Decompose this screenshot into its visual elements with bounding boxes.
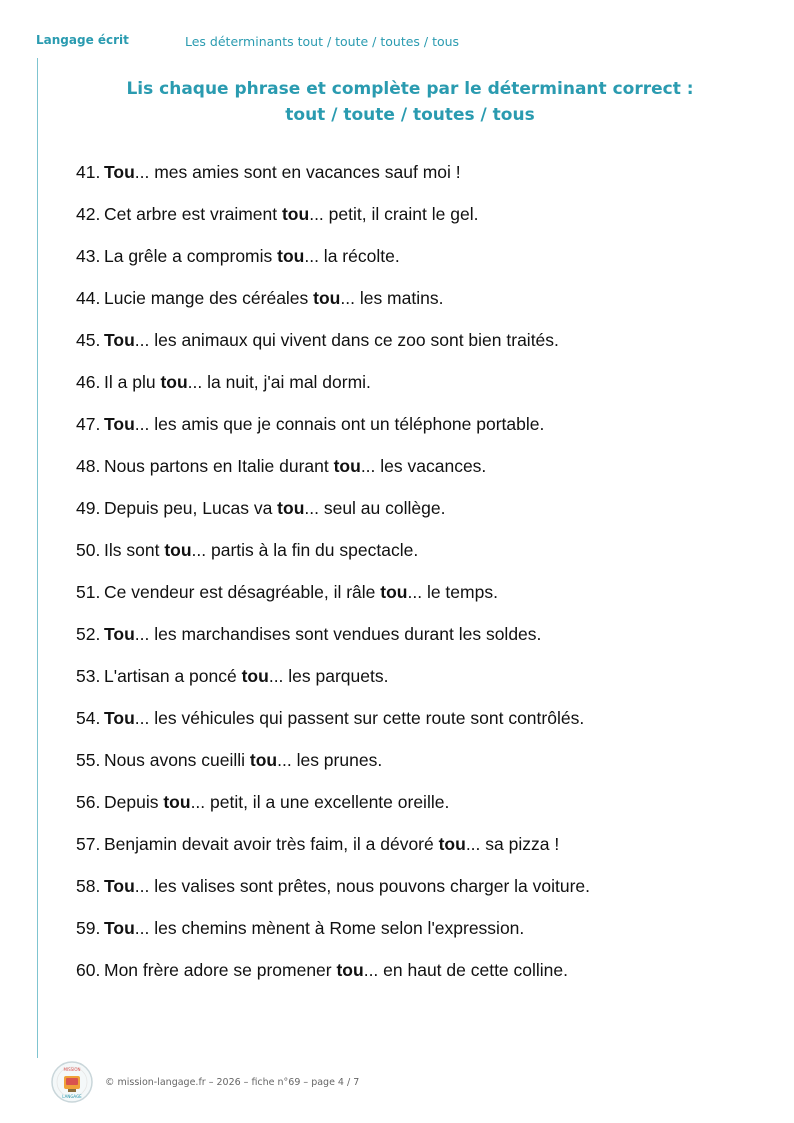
exercise-text-before: Nous avons cueilli <box>104 750 250 770</box>
exercise-text-before: Depuis <box>104 792 164 812</box>
exercise-item <box>76 202 590 244</box>
exercise-number: 60. <box>76 960 101 980</box>
exercise-number: 41. <box>76 162 101 182</box>
exercise-text-before: L'artisan a poncé <box>104 666 242 686</box>
exercise-blank-word: tou <box>241 666 269 686</box>
exercise-blank-word: tou <box>163 792 191 812</box>
footer-text: © mission-langage.fr – 2026 – fiche n°69 – page 4 / 7 <box>105 1077 360 1088</box>
exercise-blank-word: tou <box>313 288 341 308</box>
header-category: Langage écrit <box>36 33 129 47</box>
exercise-text-before: Il a plu <box>104 372 161 392</box>
exercise-text-after: ... les animaux qui vivent dans ce zoo sont bien traités. <box>134 330 559 350</box>
exercise-text-after: ... les marchandises sont vendues durant les soldes. <box>134 624 542 644</box>
exercise-item <box>76 832 590 874</box>
exercise-item <box>76 328 590 370</box>
exercise-blank-word: tou <box>277 498 305 518</box>
exercise-text-after: ... partis à la fin du spectacle. <box>191 540 419 560</box>
exercise-number: 45. <box>76 330 101 350</box>
exercise-text-after: ... les amis que je connais ont un téléphone portable. <box>134 414 545 434</box>
exercise-number: 46. <box>76 372 101 392</box>
exercise-text-after: ... les véhicules qui passent sur cette route sont contrôlés. <box>134 708 585 728</box>
exercise-text-before: Ils sont <box>104 540 165 560</box>
exercise-number: 44. <box>76 288 101 308</box>
exercise-number: 43. <box>76 246 101 266</box>
exercise-text-after: ... la récolte. <box>304 246 400 266</box>
exercise-text-after: ... petit, il a une excellente oreille. <box>190 792 450 812</box>
exercise-blank-word: tou <box>281 204 310 224</box>
exercise-number: 54. <box>76 708 101 728</box>
exercise-item <box>76 244 590 286</box>
exercise-blank-word: Tou <box>104 414 135 434</box>
exercise-text-before: Nous partons en Italie durant <box>104 456 334 476</box>
exercise-item <box>76 160 590 202</box>
exercise-number: 49. <box>76 498 101 518</box>
exercise-item <box>76 496 590 538</box>
exercise-text-after: ... les matins. <box>340 288 444 308</box>
exercise-text-after: ... les parquets. <box>268 666 389 686</box>
exercise-item <box>76 412 590 454</box>
exercise-item <box>76 958 590 1000</box>
svg-text:MISSION: MISSION <box>63 1067 81 1072</box>
exercise-item <box>76 370 590 412</box>
exercise-text-before: Depuis peu, Lucas va <box>104 498 278 518</box>
exercise-text-after: ... en haut de cette colline. <box>363 960 569 980</box>
exercise-number: 51. <box>76 582 101 602</box>
exercise-item <box>76 580 590 622</box>
exercise-blank-word: Tou <box>104 624 135 644</box>
exercise-item <box>76 706 590 748</box>
exercise-blank-word: tou <box>160 372 188 392</box>
exercise-text-before: Ce vendeur est désagréable, il râle <box>104 582 381 602</box>
exercise-text-after: ... mes amies sont en vacances sauf moi ! <box>134 162 461 182</box>
exercise-text-after: ... les vacances. <box>360 456 487 476</box>
exercise-text-after: ... sa pizza ! <box>465 834 560 854</box>
exercise-blank-word: tou <box>277 246 305 266</box>
exercise-blank-word: tou <box>164 540 192 560</box>
exercise-number: 56. <box>76 792 101 812</box>
exercise-number: 48. <box>76 456 101 476</box>
exercise-item <box>76 538 590 580</box>
svg-text:LANGAGE: LANGAGE <box>62 1094 82 1099</box>
exercise-text-after: ... le temps. <box>407 582 498 602</box>
exercise-blank-word: tou <box>333 456 361 476</box>
exercise-blank-word: tou <box>438 834 466 854</box>
exercise-number: 52. <box>76 624 101 644</box>
exercise-number: 50. <box>76 540 101 560</box>
exercise-blank-word: tou <box>249 750 278 770</box>
exercise-text-after: ... petit, il craint le gel. <box>309 204 479 224</box>
exercise-text-before: Benjamin devait avoir très faim, il a dévoré <box>104 834 439 854</box>
exercise-item <box>76 790 590 832</box>
exercise-text-before: Cet arbre est vraiment <box>104 204 282 224</box>
exercise-number: 42. <box>76 204 101 224</box>
exercise-number: 53. <box>76 666 101 686</box>
exercise-blank-word: Tou <box>104 876 135 896</box>
exercise-blank-word: tou <box>336 960 364 980</box>
exercise-item <box>76 286 590 328</box>
exercise-item <box>76 454 590 496</box>
exercise-list <box>76 160 590 1000</box>
header-topic: Les déterminants tout / toute / toutes / tous <box>185 34 460 49</box>
exercise-number: 57. <box>76 834 101 854</box>
exercise-blank-word: Tou <box>104 708 135 728</box>
exercise-item <box>76 622 590 664</box>
exercise-blank-word: Tou <box>104 918 135 938</box>
exercise-text-after: ... les prunes. <box>277 750 383 770</box>
exercise-number: 55. <box>76 750 101 770</box>
exercise-text-after: ... les chemins mènent à Rome selon l'expression. <box>134 918 525 938</box>
instruction-line-1: Lis chaque phrase et complète par le déterminant correct : <box>126 79 694 99</box>
exercise-blank-word: Tou <box>104 330 135 350</box>
exercise-text-after: ... seul au collège. <box>304 498 446 518</box>
exercise-item <box>76 748 590 790</box>
exercise-text-before: La grêle a compromis <box>104 246 278 266</box>
exercise-text-before: Mon frère adore se promener <box>104 960 337 980</box>
mission-langage-logo-icon <box>50 1060 94 1104</box>
exercise-item <box>76 664 590 706</box>
exercise-number: 47. <box>76 414 101 434</box>
exercise-text-before: Lucie mange des céréales <box>104 288 314 308</box>
exercise-number: 59. <box>76 918 101 938</box>
instruction <box>60 76 760 128</box>
exercise-blank-word: Tou <box>104 162 135 182</box>
instruction-line-2: tout / toute / toutes / tous <box>285 105 535 125</box>
exercise-blank-word: tou <box>380 582 408 602</box>
exercise-number: 58. <box>76 876 101 896</box>
exercise-item <box>76 874 590 916</box>
margin-rule <box>37 58 38 1058</box>
exercise-item <box>76 916 590 958</box>
exercise-text-after: ... la nuit, j'ai mal dormi. <box>187 372 371 392</box>
exercise-text-after: ... les valises sont prêtes, nous pouvons charger la voiture. <box>134 876 591 896</box>
